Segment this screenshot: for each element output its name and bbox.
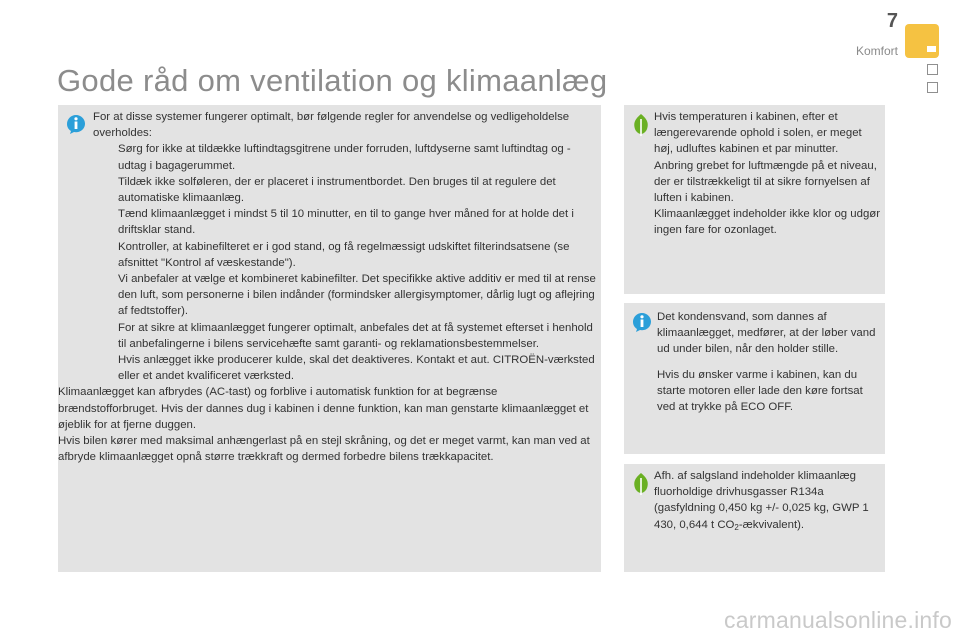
intro-text: For at disse systemer fungerer optimalt, bør følgende regler for anvendelse og vedligeholdelse overholdes: [93, 111, 570, 140]
eco-advice-box [624, 464, 885, 572]
section-label: Komfort [855, 44, 898, 58]
list-item: For at sikre at klimaanlægget fungerer optimalt, anbefales det at få systemet efterset i henhold til anbefalingerne i bilens servicehæfte samt garanti- og reklamationsbestemmelser. [93, 320, 597, 352]
eco-leaf-icon [631, 113, 651, 137]
outro-text: Klimaanlægget kan afbrydes (AC-tast) og forblive i automatisk funktion for at begrænse brændstofforbruget. Hvis der dannes dug i kabinen i denne funktion, kan man genstarte klimaanlægget et øjeblik for at fjerne duggen. [58, 386, 589, 431]
watermark: carmanualsonline.info [724, 607, 952, 633]
section-tab[interactable] [927, 82, 938, 93]
bullet-icon [93, 206, 118, 238]
bullet-icon [93, 320, 118, 352]
list-item: Sørg for ikke at tildække luftindtagsgitrene under forruden, luftdyserne samt luftindtag og -udtag i bagagerummet. [93, 141, 597, 173]
eco-text: Anbring grebet for luftmængde på et niveau, der er tilstrækkeligt til at sikre fornyelsen af luften i kabinen. [654, 159, 877, 205]
subscript: 2 [734, 522, 739, 532]
info-text: Det kondensvand, som dannes af klimaanlægget, medfører, at der løber vand ud under bilen, når den holder stille. [657, 311, 876, 356]
bullet-icon [93, 141, 118, 173]
eco-text: Klimaanlægget indeholder ikke klor og udgør ingen fare for ozonlaget. [654, 208, 881, 237]
bullet-icon [93, 174, 118, 206]
eco-text: Hvis temperaturen i kabinen, efter et længerevarende ophold i solen, er meget høj, udluftes kabinen et par minutter. [654, 111, 862, 156]
info-icon [65, 113, 87, 135]
info-advice-box [624, 303, 885, 454]
page-number: 7 [886, 10, 898, 32]
list-item: Hvis anlægget ikke producerer kulde, skal det deaktiveres. Kontakt et aut. CITROËN-værksted eller et andet kvalificeret værksted. [93, 352, 597, 384]
outro-text: Hvis bilen kører med maksimal anhængerlast på en stejl skråning, og det er meget varmt, kan man ved at afbryde klimaanlægget opnå større trækkraft og dermed forbedre bilens trækkapacitet. [58, 435, 590, 464]
info-text: Hvis du ønsker varme i kabinen, kan du starte motoren eller lade den køre fortsat ved at trykke på ECO OFF. [657, 368, 863, 414]
bullet-extra-text: Vi anbefaler at vælge et kombineret kabinefilter. Det specifikke aktive additiv er med til at rense den luft, som personerne i bilen indånder (formindsker allergisymptomer, dårlig lugt og aflejring af fedtstoffer). [118, 273, 596, 318]
list-item: Tænd klimaanlægget i mindst 5 til 10 minutter, en til to gange hver måned for at holde det i driftsklar stand. [93, 206, 597, 238]
list-item: Kontroller, at kabinefilteret er i god stand, og få regelmæssigt udskiftet filterindsatsene (se afsnittet "Kontrol af væskestande"). Vi anbefaler at vælge et kombineret kabinefilter. Det specifikke aktive additiv er med til at rense den luft, som personerne i bilen indånder (formindsker allergisymptomer, dårlig lugt og aflejring af fedtstoffer). [93, 239, 597, 320]
bullet-icon [93, 239, 118, 320]
eco-advice-box [624, 105, 885, 294]
bullet-icon [93, 352, 118, 384]
info-icon [631, 311, 653, 333]
eco-text: Afh. af salgsland indeholder klimaanlæg fluorholdige drivhusgasser R134a (gasfyldning 0,450 kg +/- 0,025 kg, GWP 1 430, 0,644 t $CO_2-ækvivalent$). [654, 470, 869, 532]
page-title: Gode råd om ventilation og klimaanlæg [57, 63, 608, 98]
list-item: Tildæk ikke solføleren, der er placeret i instrumentbordet. Den bruges til at regulere det automatiske klimaanlæg. [93, 174, 597, 206]
eco-leaf-icon [631, 472, 651, 496]
section-tab-active[interactable] [905, 24, 939, 58]
main-advice-box [58, 105, 601, 572]
section-tab[interactable] [927, 64, 938, 75]
